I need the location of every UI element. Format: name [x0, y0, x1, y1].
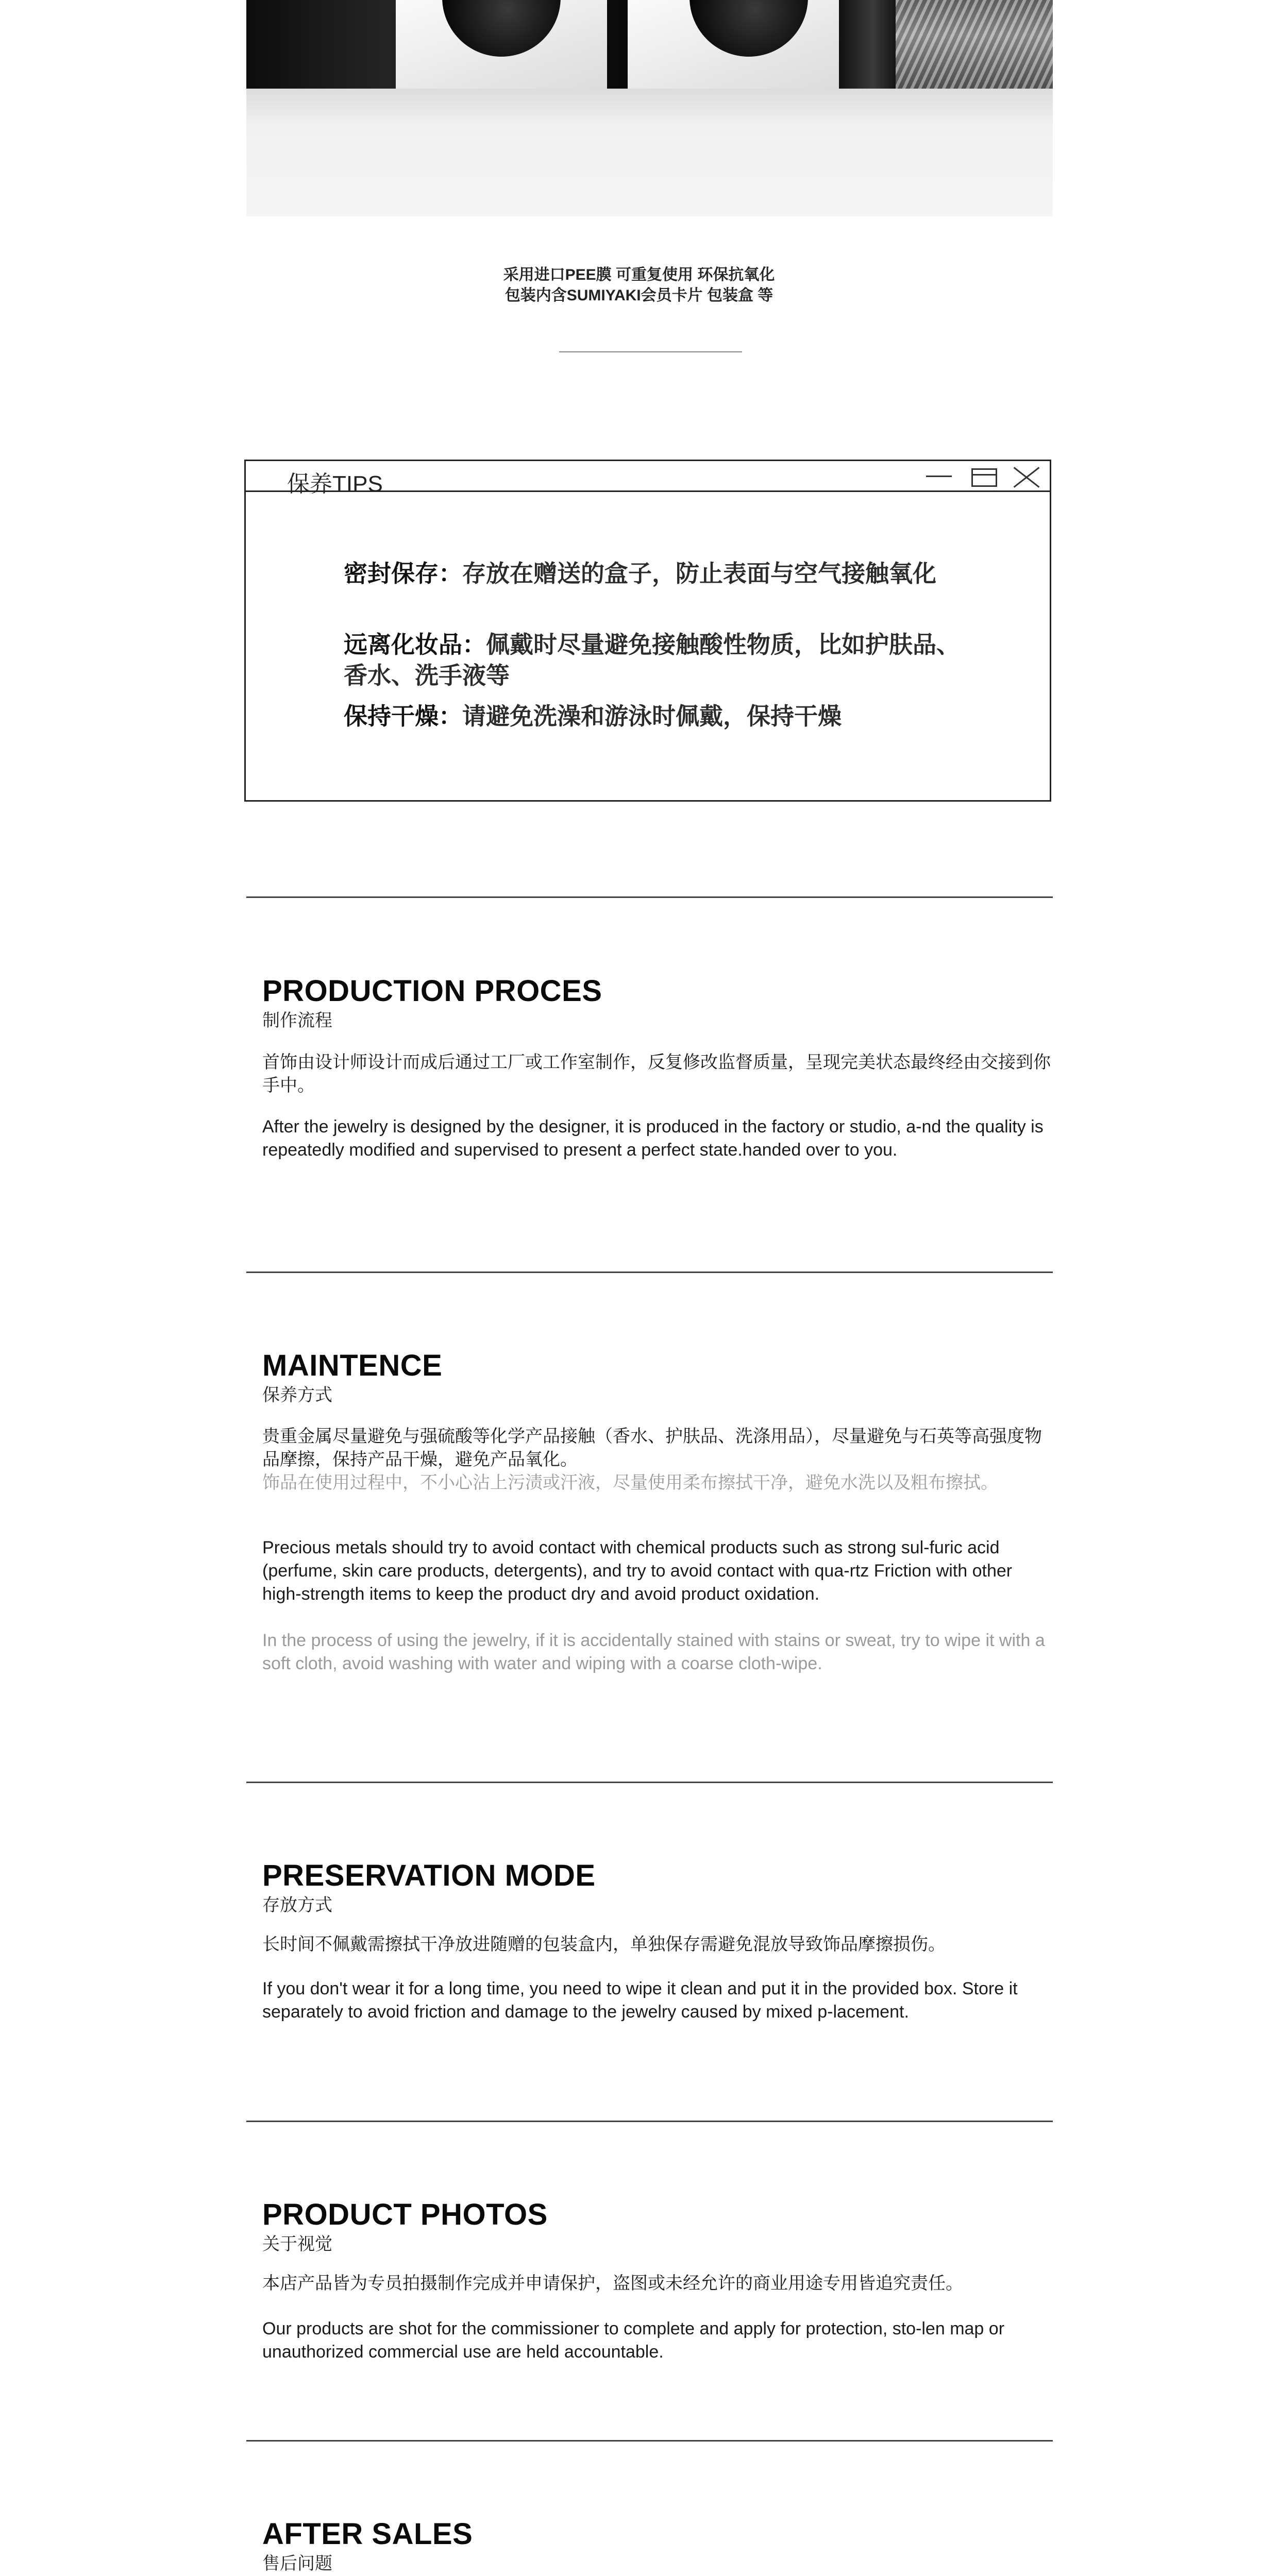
- section-text-en: Precious metals should try to avoid contact with chemical products such as strong sul-furic acid (perfume, skin care products, detergents), and try to avoid contact with qua-rtz Friction with other high-strength items to keep the product dry and avoid product oxidation.: [262, 1538, 1013, 1604]
- section-text-en: If you don't wear it for a long time, you need to wipe it clean and put it in the provided box. Store it separately to avoid friction and damage to the jewelry caused by mixed p-lacement.: [262, 1979, 1018, 2022]
- section-subtitle: 存放方式: [262, 1895, 332, 1915]
- divider: [246, 896, 1053, 898]
- tip-item: 密封保存：存放在赠送的盒子，防止表面与空气接触氧化: [344, 560, 936, 587]
- section-title-aftersales: AFTER SALES: [262, 2517, 473, 2551]
- section-text-en: After the jewelry is designed by the designer, it is produced in the factory or studio, a-nd the quality is repeatedly modified and supervised to present a perfect state.handed over to you.: [262, 1117, 1044, 1160]
- section-text-cn: 首饰由设计师设计而成后通过工厂或工作室制作，反复修改监督质量，呈现完美状态最终经由交接到你手中。: [262, 1053, 1051, 1095]
- section-subtitle: 保养方式: [262, 1385, 332, 1405]
- tips-title-bar: [246, 461, 1050, 497]
- section-text-cn: 本店产品皆为专员拍摄制作完成并申请保护，盗图或未经允许的商业用途专用皆追究责任。: [262, 2274, 963, 2293]
- section-text-cn: 贵重金属尽量避免与强硫酸等化学产品接触（香水、护肤品、洗涤用品），尽量避免与石英等高强度物品摩擦，保持产品干燥，避免产品氧化。: [262, 1427, 1042, 1469]
- packaging-note-1: 采用进口PEE膜 可重复使用 环保抗氧化: [503, 266, 775, 283]
- section-subtitle: 制作流程: [262, 1011, 332, 1030]
- divider: [246, 1272, 1053, 1273]
- section-text-en-note: In the process of using the jewelry, if it is accidentally stained with stains or sweat, try to wipe it with a soft cloth, avoid washing with water and wiping with a coarse cloth-wipe.: [262, 1631, 1045, 1673]
- section-subtitle: 关于视觉: [262, 2234, 332, 2254]
- close-icon: [1012, 466, 1040, 489]
- section-text-cn-note: 饰品在使用过程中，不小心沾上污渍或汗液，尽量使用柔布擦拭干净，避免水洗以及粗布擦拭。: [262, 1473, 998, 1493]
- section-text-cn: 长时间不佩戴需擦拭干净放进随赠的包装盒内，单独保存需避免混放导致饰品摩擦损伤。: [262, 1935, 946, 1954]
- maximize-icon: [971, 468, 997, 487]
- divider: [246, 1782, 1053, 1783]
- section-title-preservation: PRESERVATION MODE: [262, 1859, 596, 1892]
- tip-item: 远离化妆品：佩戴时尽量避免接触酸性物质，比如护肤品、香水、洗手液等: [344, 631, 960, 689]
- section-subtitle: 售后问题: [262, 2554, 332, 2573]
- packaging-note-2: 包装内含SUMIYAKI会员卡片 包装盒 等: [505, 287, 773, 304]
- divider: [559, 351, 742, 352]
- minimize-icon: [926, 476, 952, 477]
- jewelry-photo: [896, 0, 1053, 89]
- tip-item: 保持干燥：请避免洗澡和游泳时佩戴，保持干燥: [344, 703, 842, 730]
- packaging-box-photo: [628, 0, 839, 89]
- tips-window: [244, 460, 1051, 802]
- divider: [246, 2121, 1053, 2122]
- section-title-maintenance: MAINTENCE: [262, 1349, 443, 1382]
- hero-photo: [246, 0, 1053, 216]
- divider: [246, 2440, 1053, 2442]
- section-text-en: Our products are shot for the commissioner to complete and apply for protection, sto-len map or unauthorized commercial use are held accountable.: [262, 2319, 1005, 2362]
- section-title-photos: PRODUCT PHOTOS: [262, 2198, 548, 2231]
- packaging-box-photo: [396, 0, 607, 89]
- section-title-production: PRODUCTION PROCES: [262, 974, 602, 1008]
- tips-title: 保养TIPS: [287, 471, 383, 497]
